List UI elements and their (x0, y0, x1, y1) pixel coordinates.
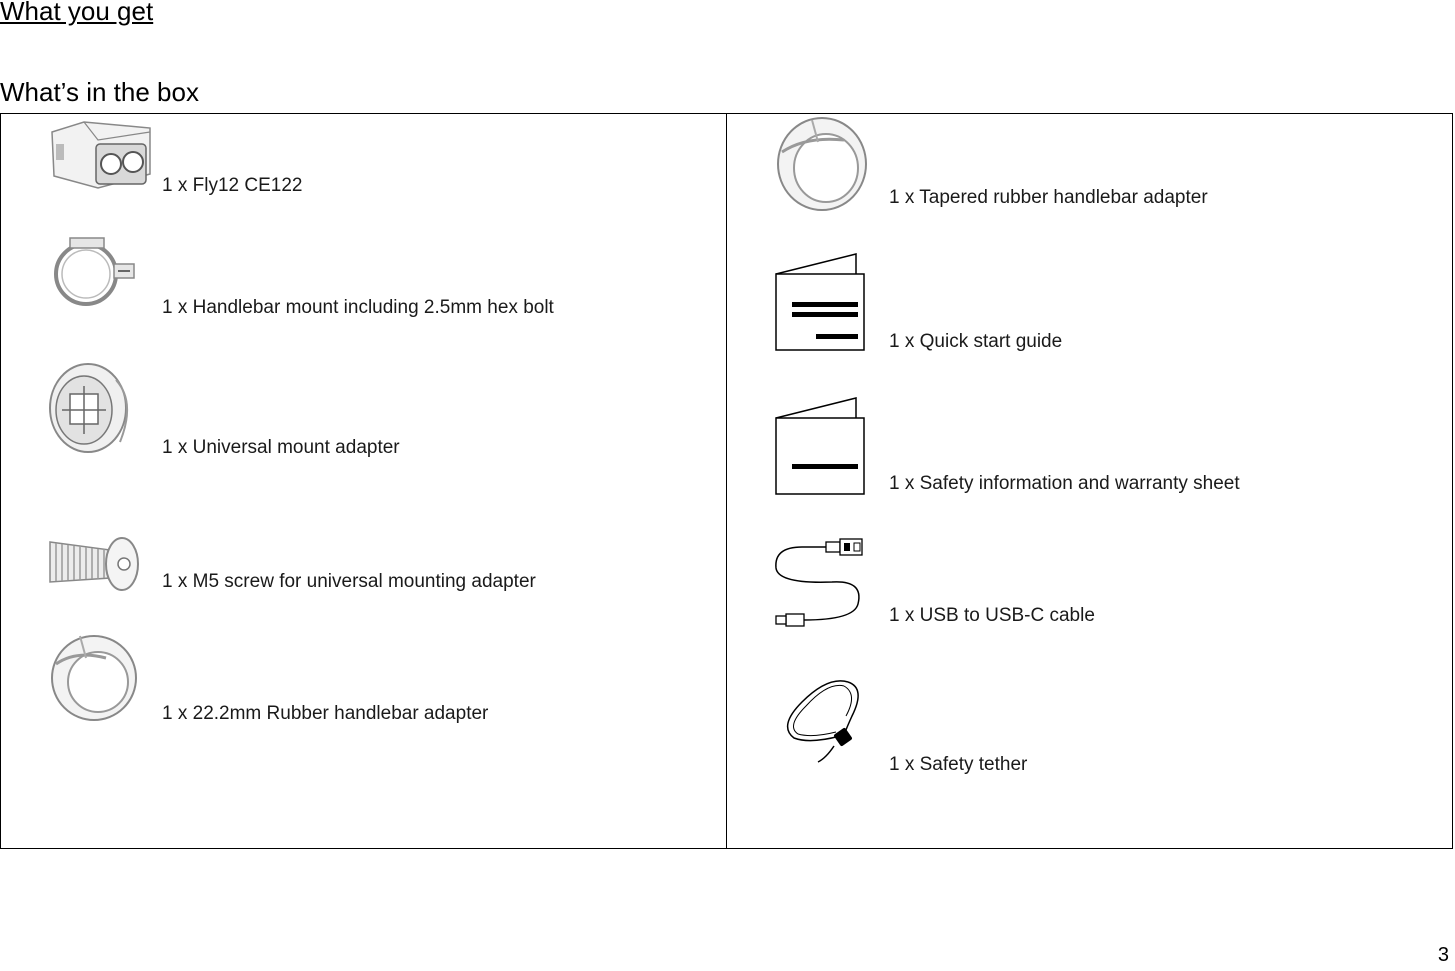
handlebar-mount-icon (46, 234, 142, 310)
section-heading: What you get (0, 0, 154, 26)
item-label: 1 x Quick start guide (889, 331, 1063, 352)
tapered-ring-icon (772, 116, 870, 214)
screw-icon (46, 532, 142, 594)
column-divider (726, 113, 727, 849)
list-item-handlebar-mount (46, 234, 554, 318)
list-item-universal-mount (46, 362, 400, 458)
item-label: 1 x Handlebar mount including 2.5mm hex bolt (162, 297, 554, 318)
safety-tether-icon (772, 676, 870, 772)
universal-mount-adapter-icon (46, 362, 138, 458)
list-item-safety-sheet (772, 394, 1240, 498)
item-label: 1 x 22.2mm Rubber handlebar adapter (162, 703, 489, 724)
rubber-ring-icon (46, 630, 140, 724)
item-label: 1 x Universal mount adapter (162, 437, 400, 458)
list-item-rubber-adapter (46, 630, 489, 726)
list-item-safety-tether (772, 676, 1028, 776)
item-label: 1 x Fly12 CE122 (162, 175, 303, 196)
item-label: 1 x Tapered rubber handlebar adapter (889, 187, 1208, 208)
item-label: 1 x Safety information and warranty sheet (889, 473, 1240, 494)
quick-start-guide-icon (772, 250, 868, 354)
list-item-m5-screw (46, 532, 536, 596)
safety-sheet-icon (772, 394, 868, 498)
list-item-usb-cable (772, 534, 1095, 634)
list-item-tapered-adapter (772, 116, 1208, 216)
item-label: 1 x Safety tether (889, 754, 1028, 775)
list-item-fly12 (46, 118, 303, 198)
usb-cable-icon (772, 534, 868, 630)
page-number: 3 (1437, 944, 1449, 966)
list-item-quick-start-guide (772, 250, 1063, 354)
item-label: 1 x USB to USB-C cable (889, 605, 1095, 626)
camera-light-icon (46, 118, 152, 192)
item-label: 1 x M5 screw for universal mounting adapter (162, 571, 536, 592)
box-contents-heading: What’s in the box (0, 77, 199, 107)
